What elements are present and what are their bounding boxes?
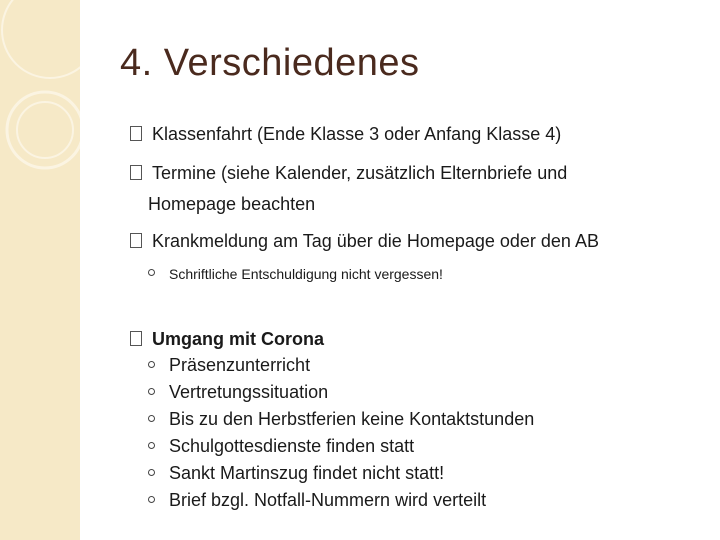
- ring-bullet-icon: [148, 496, 155, 503]
- sub-list-item-text: Schulgottesdienste finden statt: [169, 436, 415, 456]
- sub-list-item: [148, 406, 534, 433]
- decorative-side-band: [0, 0, 80, 540]
- sub-list-item-text: Vertretungssituation: [169, 382, 329, 402]
- bullet-box-icon: [130, 126, 142, 141]
- list-item-text: Umgang mit Corona: [152, 329, 325, 349]
- ring-bullet-icon: [148, 469, 155, 476]
- sub-list-item: [148, 433, 414, 460]
- bullet-box-icon: [130, 165, 142, 180]
- bullet-box-icon: [130, 331, 142, 346]
- list-item: [130, 158, 567, 188]
- ring-bullet-icon: [148, 442, 155, 449]
- list-item-text: Termine (siehe Kalender, zusätzlich Elternbriefe und: [152, 163, 568, 183]
- ring-bullet-icon: [148, 415, 155, 422]
- ring-bullet-icon: [148, 388, 155, 395]
- sub-list-item-text: Schriftliche Entschuldigung nicht vergessen!: [169, 266, 443, 282]
- list-item-continuation: Homepage beachten: [148, 194, 316, 214]
- sub-list-item: [148, 352, 310, 379]
- slide-title: 4. Verschiedenes: [120, 42, 420, 84]
- sub-list-item: [148, 460, 444, 487]
- sub-list-item-text: Sankt Martinszug findet nicht statt!: [169, 463, 445, 483]
- ring-bullet-icon: [148, 269, 155, 276]
- sub-list-item-text: Präsenzunterricht: [169, 355, 311, 375]
- decorative-circles: [0, 0, 80, 540]
- sub-list-item: [148, 379, 328, 406]
- sub-list-item: [148, 264, 443, 284]
- sub-list-item-text: Bis zu den Herbstferien keine Kontaktstunden: [169, 409, 535, 429]
- list-item-text: Krankmeldung am Tag über die Homepage oder den AB: [152, 231, 599, 251]
- list-item-text: Klassenfahrt (Ende Klasse 3 oder Anfang Klasse 4): [152, 124, 562, 144]
- ring-bullet-icon: [148, 361, 155, 368]
- list-item: [130, 226, 599, 256]
- list-item: [130, 324, 324, 354]
- sub-list-item: [148, 487, 486, 514]
- list-item: [130, 119, 561, 149]
- sub-list-item-text: Brief bzgl. Notfall-Nummern wird verteilt: [169, 490, 487, 510]
- bullet-box-icon: [130, 233, 142, 248]
